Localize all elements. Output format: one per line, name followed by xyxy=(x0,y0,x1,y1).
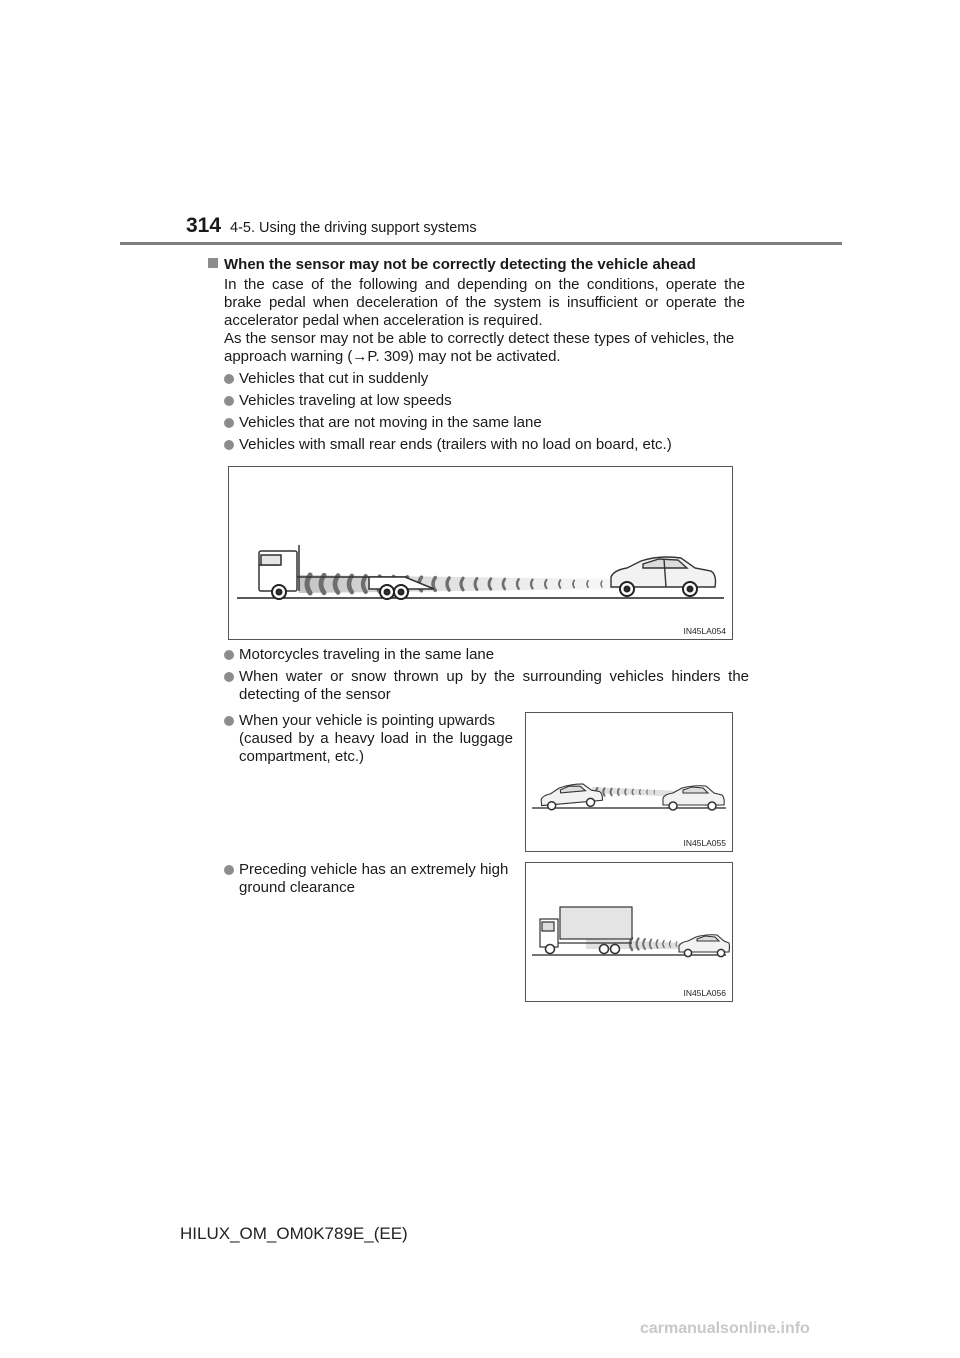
trailer-illustration xyxy=(229,467,732,639)
bullet-item: When your vehicle is pointing upwards xyxy=(239,712,495,730)
bullet-continuation: detecting of the sensor xyxy=(239,686,391,703)
bullet-dot-icon xyxy=(224,418,234,428)
header-rule xyxy=(120,242,842,245)
bullet-item: Preceding vehicle has an extremely high xyxy=(239,861,508,879)
bullet-continuation: compartment, etc.) xyxy=(239,748,365,765)
section-heading xyxy=(208,256,696,273)
figure-pointing-up-illustration xyxy=(525,712,733,852)
high-clearance-illustration xyxy=(526,863,732,1001)
bullet-dot-icon xyxy=(224,716,234,726)
bullet-item: Vehicles with small rear ends (trailers with no load on board, etc.) xyxy=(239,436,672,454)
bullet-item: Vehicles that cut in suddenly xyxy=(239,370,428,388)
section-title: 4-5. Using the driving support systems xyxy=(230,220,477,236)
paragraph-line: In the case of the following and depending on the conditions, operate the xyxy=(224,276,745,293)
figure-high-clearance-illustration xyxy=(525,862,733,1002)
bullet-continuation: ground clearance xyxy=(239,879,355,896)
bullet-item: Vehicles traveling at low speeds xyxy=(239,392,452,410)
paragraph-line: accelerator pedal when acceleration is required. xyxy=(224,312,543,329)
bullet-dot-icon xyxy=(224,865,234,875)
paragraph-line: approach warning (→P. 309) may not be activated. xyxy=(224,348,561,365)
bullet-item: Vehicles that are not moving in the same lane xyxy=(239,414,542,432)
bullet-item: Motorcycles traveling in the same lane xyxy=(239,646,494,664)
figure-code: IN45LA055 xyxy=(683,838,726,848)
figure-trailer-illustration xyxy=(228,466,733,640)
bullet-dot-icon xyxy=(224,672,234,682)
bullet-item: When water or snow thrown up by the surrounding vehicles hinders the xyxy=(239,668,749,686)
pointing-up-illustration xyxy=(526,713,732,851)
bullet-continuation: (caused by a heavy load in the luggage xyxy=(239,730,513,747)
figure-code: IN45LA054 xyxy=(683,626,726,636)
bullet-dot-icon xyxy=(224,374,234,384)
bullet-dot-icon xyxy=(224,396,234,406)
figure-code: IN45LA056 xyxy=(683,988,726,998)
watermark: carmanualsonline.info xyxy=(640,1320,810,1337)
section-heading-text: When the sensor may not be correctly detecting the vehicle ahead xyxy=(224,256,696,273)
square-bullet-icon xyxy=(208,258,218,268)
paragraph-line: As the sensor may not be able to correctly detect these types of vehicles, the xyxy=(224,330,735,347)
document-code: HILUX_OM_OM0K789E_(EE) xyxy=(180,1224,408,1243)
bullet-dot-icon xyxy=(224,440,234,450)
bullet-dot-icon xyxy=(224,650,234,660)
page-number: 314 xyxy=(186,214,222,237)
paragraph-line: brake pedal when deceleration of the system is insufficient or operate the xyxy=(224,294,745,311)
